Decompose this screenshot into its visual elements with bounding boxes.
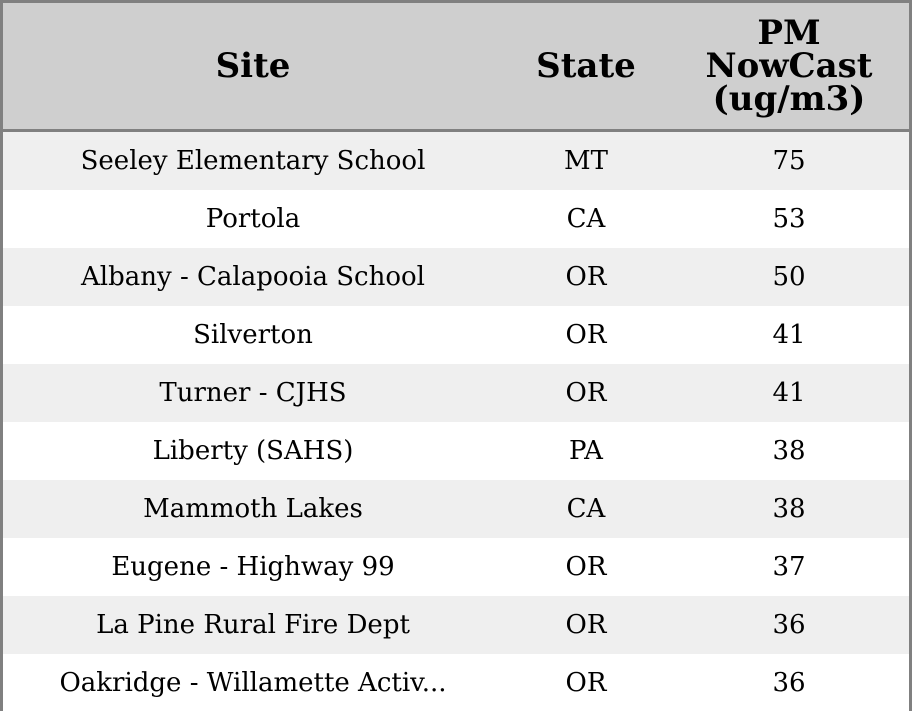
cell-state: OR xyxy=(565,262,607,292)
table-row xyxy=(3,190,909,248)
cell-state: CA xyxy=(566,494,606,524)
cell-site: Liberty (SAHS) xyxy=(152,436,354,466)
cell-state: OR xyxy=(565,552,607,582)
cell-state: MT xyxy=(564,146,608,176)
table-row xyxy=(3,596,909,654)
cell-site: Eugene - Highway 99 xyxy=(111,552,395,582)
cell-state: OR xyxy=(565,668,607,698)
cell-site: Albany - Calapooia School xyxy=(81,262,425,292)
cell-state: OR xyxy=(565,320,607,350)
table-row xyxy=(3,538,909,596)
cell-state: CA xyxy=(566,204,606,234)
cell-pm-nowcast: 36 xyxy=(772,610,806,640)
header-pm-nowcast[interactable] xyxy=(669,3,909,129)
header-site[interactable]: Site xyxy=(215,45,291,86)
cell-site: Turner - CJHS xyxy=(159,378,347,408)
cell-pm-nowcast: 41 xyxy=(772,378,806,408)
cell-state: OR xyxy=(565,610,607,640)
table-body xyxy=(3,132,909,712)
table-row xyxy=(3,248,909,306)
cell-site: Seeley Elementary School xyxy=(80,146,426,176)
table-header xyxy=(3,3,909,132)
cell-pm-nowcast: 36 xyxy=(772,668,806,698)
header-pm-line2: NowCast xyxy=(705,45,873,86)
cell-pm-nowcast: 37 xyxy=(772,552,806,582)
cell-site: Silverton xyxy=(193,320,313,350)
header-pm-line1: PM xyxy=(757,12,821,53)
cell-pm-nowcast: 38 xyxy=(772,494,806,524)
cell-site: Mammoth Lakes xyxy=(143,494,363,524)
cell-site: Portola xyxy=(205,204,301,234)
table-row xyxy=(3,422,909,480)
table-row xyxy=(3,480,909,538)
table-row xyxy=(3,132,909,190)
cell-site: La Pine Rural Fire Dept xyxy=(96,610,410,640)
cell-pm-nowcast: 38 xyxy=(772,436,806,466)
cell-site: Oakridge - Willamette Activ... xyxy=(59,668,447,698)
cell-pm-nowcast: 50 xyxy=(772,262,806,292)
header-state[interactable]: State xyxy=(536,45,636,86)
cell-state: PA xyxy=(569,436,603,466)
cell-pm-nowcast: 41 xyxy=(772,320,806,350)
cell-pm-nowcast: 53 xyxy=(772,204,806,234)
header-pm-line3: (ug/m3) xyxy=(712,78,866,119)
cell-pm-nowcast: 75 xyxy=(772,146,806,176)
table-row xyxy=(3,654,909,712)
table-row xyxy=(3,364,909,422)
cell-state: OR xyxy=(565,378,607,408)
table-row xyxy=(3,306,909,364)
